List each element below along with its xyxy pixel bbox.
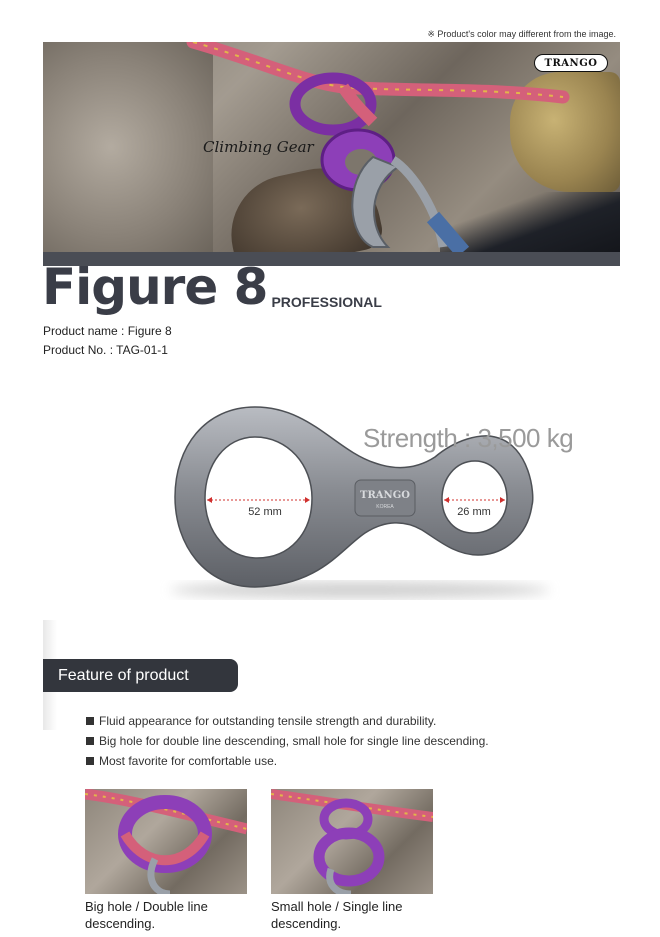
feature-heading: Feature of product: [43, 659, 238, 692]
color-notice: ※ Product's color may different from the image.: [427, 29, 616, 39]
feature-text: Fluid appearance for outstanding tensile strength and durability.: [99, 714, 437, 728]
usage-image-big-hole: [85, 789, 247, 894]
engraving-brand: TRANGO: [360, 490, 410, 501]
brand-logo: TRANGO: [534, 54, 608, 72]
usage-image-small-hole: [271, 789, 433, 894]
strength-rating: Strength : 3,500 kg: [363, 423, 574, 453]
product-subtitle: PROFESSIONAL: [271, 294, 382, 310]
feature-item: [86, 711, 489, 731]
product-heading: [42, 258, 382, 316]
product-title: Figure 8: [42, 258, 268, 316]
big-hole-illustration: [85, 789, 247, 894]
hero-gear-illustration: [43, 42, 620, 252]
small-hole-illustration: [271, 789, 433, 894]
usage-caption-small-hole: Small hole / Single line descending.: [271, 899, 403, 931]
hero-caption: Climbing Gear: [203, 138, 314, 156]
big-hole-dimension: 52 mm: [248, 506, 282, 518]
product-name: Product name : Figure 8: [43, 324, 172, 338]
square-bullet-icon: [86, 757, 94, 765]
small-hole-dimension: 26 mm: [457, 506, 491, 518]
usage-caption-big-hole: Big hole / Double line descending.: [85, 899, 208, 931]
feature-item: [86, 731, 489, 751]
feature-item: [86, 751, 489, 771]
product-number: Product No. : TAG-01-1: [43, 343, 168, 357]
hero-image: [43, 42, 620, 252]
square-bullet-icon: [86, 737, 94, 745]
feature-text: Most favorite for comfortable use.: [99, 754, 278, 768]
feature-text: Big hole for double line descending, small hole for single line descending.: [99, 734, 489, 748]
engraving-origin: KOREA: [376, 504, 394, 510]
square-bullet-icon: [86, 717, 94, 725]
product-info: [43, 322, 172, 360]
feature-list: [86, 711, 489, 771]
